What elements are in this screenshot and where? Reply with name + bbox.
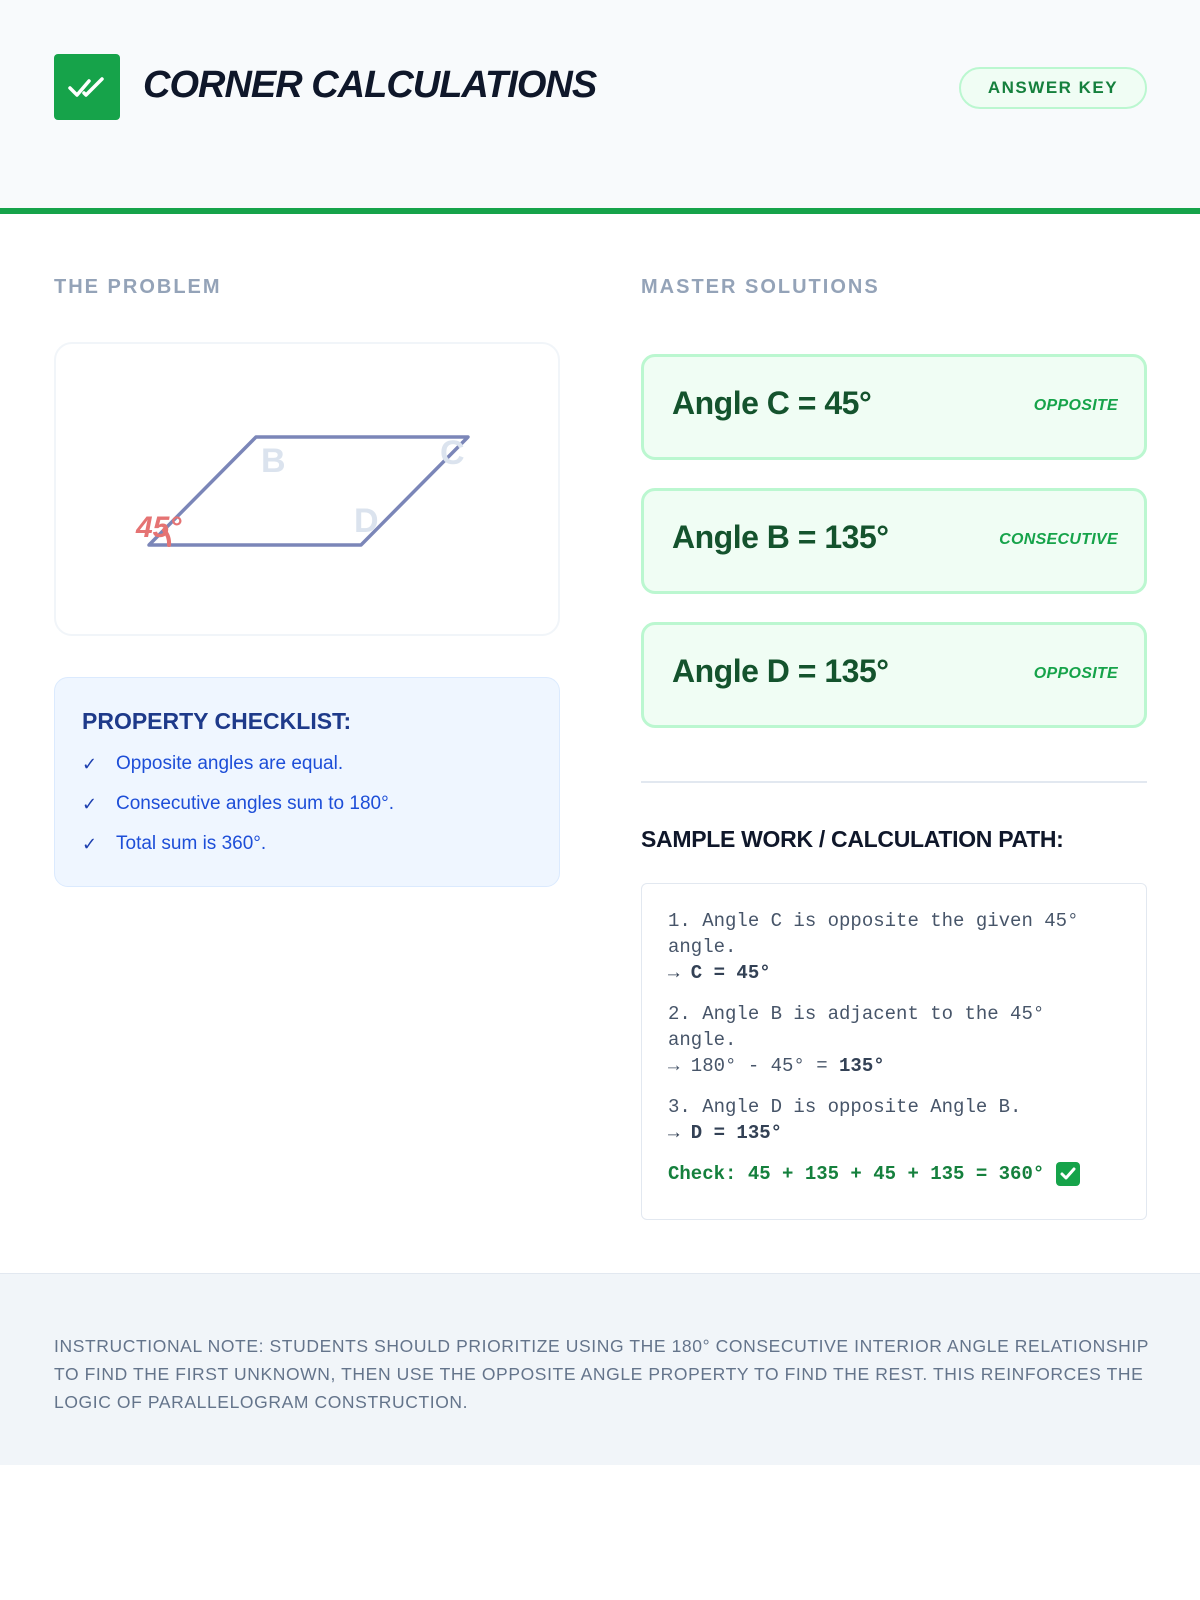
answer-text: Angle B = 135° bbox=[672, 519, 889, 555]
sum-check bbox=[668, 1161, 1120, 1187]
checklist-item bbox=[82, 833, 532, 855]
step-text: angle. bbox=[668, 936, 737, 958]
step-result-prefix: → 180° - 45° = bbox=[668, 1055, 840, 1077]
problem-diagram-card bbox=[54, 342, 560, 636]
answer-card-angle-c bbox=[641, 354, 1147, 460]
answer-text: Angle D = 135° bbox=[672, 653, 889, 689]
answer-text: Angle C = 45° bbox=[672, 385, 872, 421]
checklist-item-text: Opposite angles are equal. bbox=[116, 753, 344, 774]
vertex-label-c: C bbox=[440, 434, 465, 472]
check-icon: ✓ bbox=[82, 793, 98, 814]
step-text: 2. Angle B is adjacent to the 45° bbox=[668, 1003, 1045, 1025]
green-checkbox-icon bbox=[1056, 1162, 1080, 1186]
step-result-value: 135° bbox=[839, 1055, 885, 1077]
divider bbox=[641, 781, 1147, 783]
step-result: → C = 45° bbox=[668, 962, 771, 984]
step-result: → D = 135° bbox=[668, 1122, 783, 1144]
property-checklist bbox=[54, 677, 560, 887]
answer-card-angle-b bbox=[641, 488, 1147, 594]
check-icon: ✓ bbox=[82, 833, 98, 854]
checklist-item bbox=[82, 793, 532, 815]
checklist-item-text: Total sum is 360°. bbox=[116, 833, 267, 854]
instructional-note: INSTRUCTIONAL NOTE: STUDENTS SHOULD PRIORITIZE USING THE 180° CONSECUTIVE INTERIOR ANGLE RELATIONSHIP TO FIND THE FIRST UNKNOWN, THEN USE THE OPPOSITE ANGLE PROPERTY TO FIND THE REST. THIS REINFORCES THE LOGIC OF PARALLELOGRAM CONSTRUCTION. bbox=[54, 1336, 1149, 1412]
work-step bbox=[668, 1001, 1120, 1079]
page-title: CORNER CALCULATIONS bbox=[143, 64, 597, 106]
calculation-path-box bbox=[641, 883, 1147, 1220]
step-text: 3. Angle D is opposite Angle B. bbox=[668, 1096, 1022, 1118]
answer-card-angle-d bbox=[641, 622, 1147, 728]
answer-tag: CONSECUTIVE bbox=[999, 531, 1118, 548]
checklist-item-text: Consecutive angles sum to 180°. bbox=[116, 793, 394, 814]
solutions-section-label: MASTER SOLUTIONS bbox=[641, 276, 880, 298]
footer bbox=[0, 1273, 1200, 1465]
vertex-label-d: D bbox=[354, 502, 379, 540]
answer-tag: OPPOSITE bbox=[1033, 397, 1118, 414]
parallelogram-diagram bbox=[56, 344, 562, 638]
vertex-label-b: B bbox=[261, 442, 286, 480]
header bbox=[0, 0, 1200, 214]
step-result bbox=[668, 1053, 1120, 1079]
sum-check-text: Check: 45 + 135 + 45 + 135 = 360° bbox=[668, 1163, 1045, 1185]
problem-section-label: THE PROBLEM bbox=[54, 276, 222, 298]
checklist-item bbox=[82, 753, 532, 775]
answer-key-badge: ANSWER KEY bbox=[959, 67, 1147, 109]
double-check-icon bbox=[54, 54, 120, 120]
work-step bbox=[668, 908, 1120, 986]
answer-tag: OPPOSITE bbox=[1033, 665, 1118, 682]
given-angle-label: 45° bbox=[136, 511, 182, 544]
checklist-title: PROPERTY CHECKLIST: bbox=[82, 708, 352, 734]
sample-work-title: SAMPLE WORK / CALCULATION PATH: bbox=[641, 826, 1064, 852]
step-text: 1. Angle C is opposite the given 45° bbox=[668, 910, 1079, 932]
step-text: angle. bbox=[668, 1029, 737, 1051]
work-step bbox=[668, 1094, 1120, 1146]
check-icon: ✓ bbox=[82, 753, 98, 774]
